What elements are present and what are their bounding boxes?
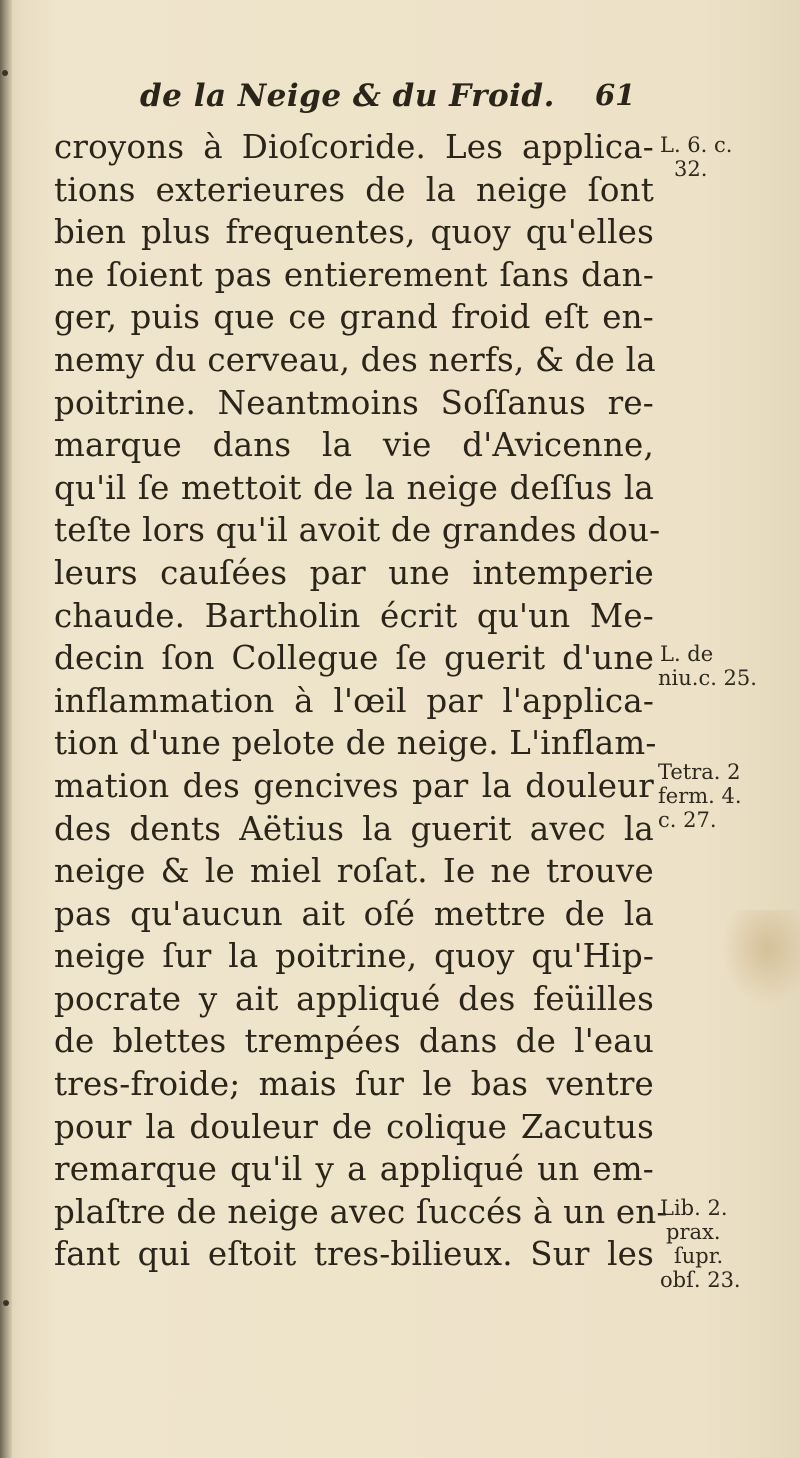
page-gutter-shadow	[0, 0, 12, 1458]
body-line: decin ſon Collegue ſe guerit d'une	[54, 639, 654, 678]
body-line: nemy du cerveau, des nerfs, & de la	[54, 340, 656, 379]
page-number: 61	[595, 78, 636, 112]
print-speck	[3, 1300, 9, 1306]
body-line: marque dans la vie d'Avicenne,	[54, 426, 654, 465]
body-line: des dents Aëtius la guerit avec la	[54, 809, 654, 848]
paper-stain	[720, 910, 800, 1005]
running-head-title: de la Neige & du Froid.	[140, 78, 555, 114]
margin-note-line: ſupr.	[674, 1244, 724, 1268]
body-line: tions exterieures de la neige ſont	[54, 170, 654, 209]
margin-note-line: L. de	[660, 642, 714, 666]
body-line: teſte lors qu'il avoit de grandes dou-	[54, 511, 661, 550]
margin-note-line: L. 6. c.	[660, 133, 733, 157]
body-line: bien plus frequentes, quoy qu'elles	[54, 213, 654, 252]
margin-note-line: Lib. 2.	[660, 1196, 728, 1220]
body-line: poitrine. Neantmoins Soſſanus re-	[54, 383, 654, 422]
margin-note-line: c. 27.	[658, 808, 717, 832]
body-line: ger, puis que ce grand froid eſt en-	[54, 298, 654, 337]
body-line: qu'il ſe mettoit de la neige deſſus la	[54, 468, 654, 507]
body-line: mation des gencives par la douleur	[54, 766, 654, 805]
margin-note-line: obſ. 23.	[660, 1268, 741, 1292]
margin-note-line: niu.c. 25.	[658, 666, 757, 690]
body-line: de blettes trempées dans de l'eau	[54, 1022, 654, 1061]
margin-note-4	[660, 1196, 741, 1292]
margin-note-line: prax.	[666, 1220, 721, 1244]
body-line: pas qu'aucun ait oſé mettre de la	[54, 894, 654, 933]
print-speck	[2, 70, 8, 76]
body-line: remarque qu'il y a appliqué un em-	[54, 1150, 654, 1189]
running-head	[140, 78, 640, 118]
body-line: neige & le miel roſat. Ie ne trouve	[54, 852, 654, 891]
margin-note-line: 32.	[674, 157, 708, 181]
body-line: leurs cauſées par une intemperie	[54, 553, 654, 592]
margin-note-2	[658, 642, 757, 690]
margin-note-1	[660, 133, 732, 181]
body-line: croyons à Dioſcoride. Les applica-	[54, 128, 654, 166]
margin-note-line: Tetra. 2	[658, 760, 741, 784]
body-line: chaude. Bartholin écrit qu'un Me-	[54, 596, 654, 635]
body-line: plaſtre de neige avec ſuccés à un en-	[54, 1192, 668, 1231]
body-line: tion d'une pelote de neige. L'inflam-	[54, 724, 657, 763]
body-line: fant qui eſtoit tres-bilieux. Sur les	[54, 1235, 654, 1274]
margin-note-line: ferm. 4.	[658, 784, 742, 808]
body-line: ne ſoient pas entierement ſans dan-	[54, 255, 654, 294]
body-line: neige ſur la poitrine, quoy qu'Hip-	[54, 937, 654, 976]
body-line: pour la douleur de colique Zacutus	[54, 1107, 654, 1146]
body-line: pocrate y ait appliqué des feüilles	[54, 979, 654, 1018]
body-text	[54, 126, 668, 1276]
body-line: tres-froide; mais ſur le bas ventre	[54, 1065, 654, 1104]
margin-note-3	[658, 760, 742, 832]
body-line: inflammation à l'œil par l'applica-	[54, 681, 654, 720]
